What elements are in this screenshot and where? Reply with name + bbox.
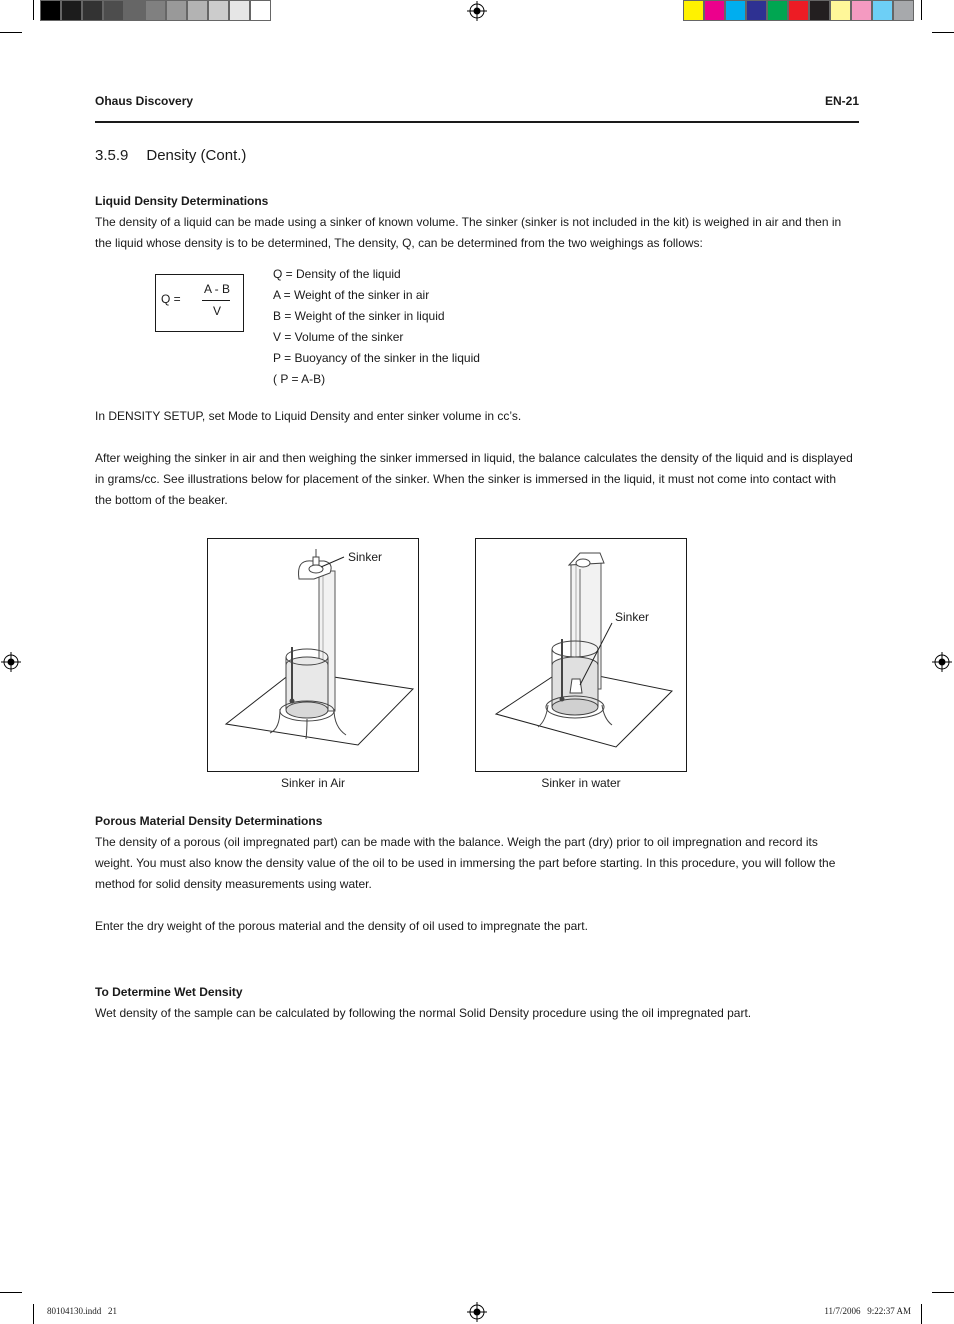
wet-density-paragraph: Wet density of the sample can be calculated by following the normal Solid Density procedure using the oil impregnated part.	[95, 1006, 752, 1020]
gray-swatch	[103, 0, 124, 21]
paragraph-line: After weighing the sinker in air and then weighing the sinker immersed in liquid, the balance calculates the density of the liquid and is displayed	[95, 451, 853, 465]
liquid-density-intro	[95, 212, 859, 254]
balance-illustration	[476, 539, 686, 771]
porous-density-heading: Porous Material Density Determinations	[95, 814, 323, 828]
color-swatch	[788, 0, 809, 21]
figure-sinker-in-air	[207, 538, 419, 772]
section-heading	[95, 147, 246, 164]
gray-swatch	[82, 0, 103, 21]
legend-item: P = Buoyancy of the sinker in the liquid	[273, 351, 480, 365]
figure-caption: Sinker in water	[541, 776, 621, 790]
page-number: EN-21	[824, 94, 859, 108]
registration-mark-icon	[467, 1, 487, 21]
registration-mark-icon	[932, 652, 952, 672]
formula-denominator: V	[212, 304, 221, 318]
figure-sinker-in-water	[475, 538, 687, 772]
figure-label-sinker: Sinker	[615, 610, 650, 624]
fraction-bar	[202, 300, 230, 301]
density-setup-instruction: In DENSITY SETUP, set Mode to Liquid Density and enter sinker volume in cc’s.	[95, 409, 522, 423]
porous-density-paragraph	[95, 832, 859, 895]
color-swatch	[809, 0, 830, 21]
print-timestamp: 11/7/2006 9:22:37 AM	[824, 1306, 911, 1316]
crop-mark	[932, 32, 954, 33]
registration-mark-icon	[467, 1302, 487, 1322]
legend-item: V = Volume of the sinker	[273, 330, 404, 344]
gray-swatch	[208, 0, 229, 21]
crop-mark	[932, 1292, 954, 1293]
gray-swatch	[40, 0, 61, 21]
color-swatch	[683, 0, 704, 21]
color-swatch	[767, 0, 788, 21]
figure-label-sinker: Sinker	[348, 550, 383, 564]
formula-numerator: A - B	[203, 282, 230, 296]
crop-mark	[0, 32, 22, 33]
paragraph-line: the liquid whose density is to be determined, The density, Q, can be determined from the two weighings as follows:	[95, 236, 703, 250]
gray-swatch	[124, 0, 145, 21]
paragraph-line: in grams/cc. See illustrations below for placement of the sinker. When the sinker is immersed in the liquid, it must not come into contact with	[95, 472, 836, 486]
crop-mark	[921, 0, 922, 20]
gray-swatch	[145, 0, 166, 21]
balance-illustration	[208, 539, 418, 771]
weighing-paragraph	[95, 448, 859, 511]
color-swatch	[872, 0, 893, 21]
formula-lhs: Q =	[161, 292, 181, 306]
legend-item: B = Weight of the sinker in liquid	[273, 309, 445, 323]
figure-caption: Sinker in Air	[280, 776, 346, 790]
density-formula-box	[155, 274, 244, 332]
crop-mark	[33, 1304, 34, 1324]
gray-swatch	[250, 0, 271, 21]
color-swatch	[704, 0, 725, 21]
gray-swatch	[166, 0, 187, 21]
color-swatch	[830, 0, 851, 21]
crop-mark	[0, 1292, 22, 1293]
registration-mark-icon	[1, 652, 21, 672]
paragraph-line: the bottom of the beaker.	[95, 493, 228, 507]
legend-item: ( P = A-B)	[273, 372, 326, 386]
color-swatch	[893, 0, 914, 21]
gray-swatch	[61, 0, 82, 21]
section-title: Density (Cont.)	[146, 147, 247, 164]
paragraph-line: method for solid density measurements using water.	[95, 877, 372, 891]
color-swatch	[746, 0, 767, 21]
paragraph-line: The density of a liquid can be made using a sinker of known volume. The sinker (sinker is not included in the kit) is weighed in air and then in	[95, 215, 842, 229]
porous-enter-instruction: Enter the dry weight of the porous material and the density of oil used to impregnate the part.	[95, 919, 588, 933]
liquid-density-heading: Liquid Density Determinations	[95, 194, 269, 208]
legend-item: Q = Density of the liquid	[273, 267, 401, 281]
paragraph-line: The density of a porous (oil impregnated part) can be made with the balance. Weigh the part (dry) prior to oil impregnation and record its	[95, 835, 818, 849]
header-rule	[95, 121, 859, 123]
wet-density-heading: To Determine Wet Density	[95, 985, 243, 999]
legend-item: A = Weight of the sinker in air	[273, 288, 430, 302]
file-slug: 80104130.indd 21	[47, 1306, 118, 1316]
gray-swatch	[229, 0, 250, 21]
paragraph-line: weight. You must also know the density value of the oil to be used in immersing the part before starting. In this procedure, you will follow the	[95, 856, 836, 870]
color-swatch	[725, 0, 746, 21]
section-number: 3.5.9	[95, 147, 129, 164]
color-swatch	[851, 0, 872, 21]
crop-mark	[33, 0, 34, 20]
crop-mark	[921, 1304, 922, 1324]
running-header-title: Ohaus Discovery	[95, 94, 194, 108]
gray-swatch	[187, 0, 208, 21]
formula-legend	[273, 264, 480, 390]
